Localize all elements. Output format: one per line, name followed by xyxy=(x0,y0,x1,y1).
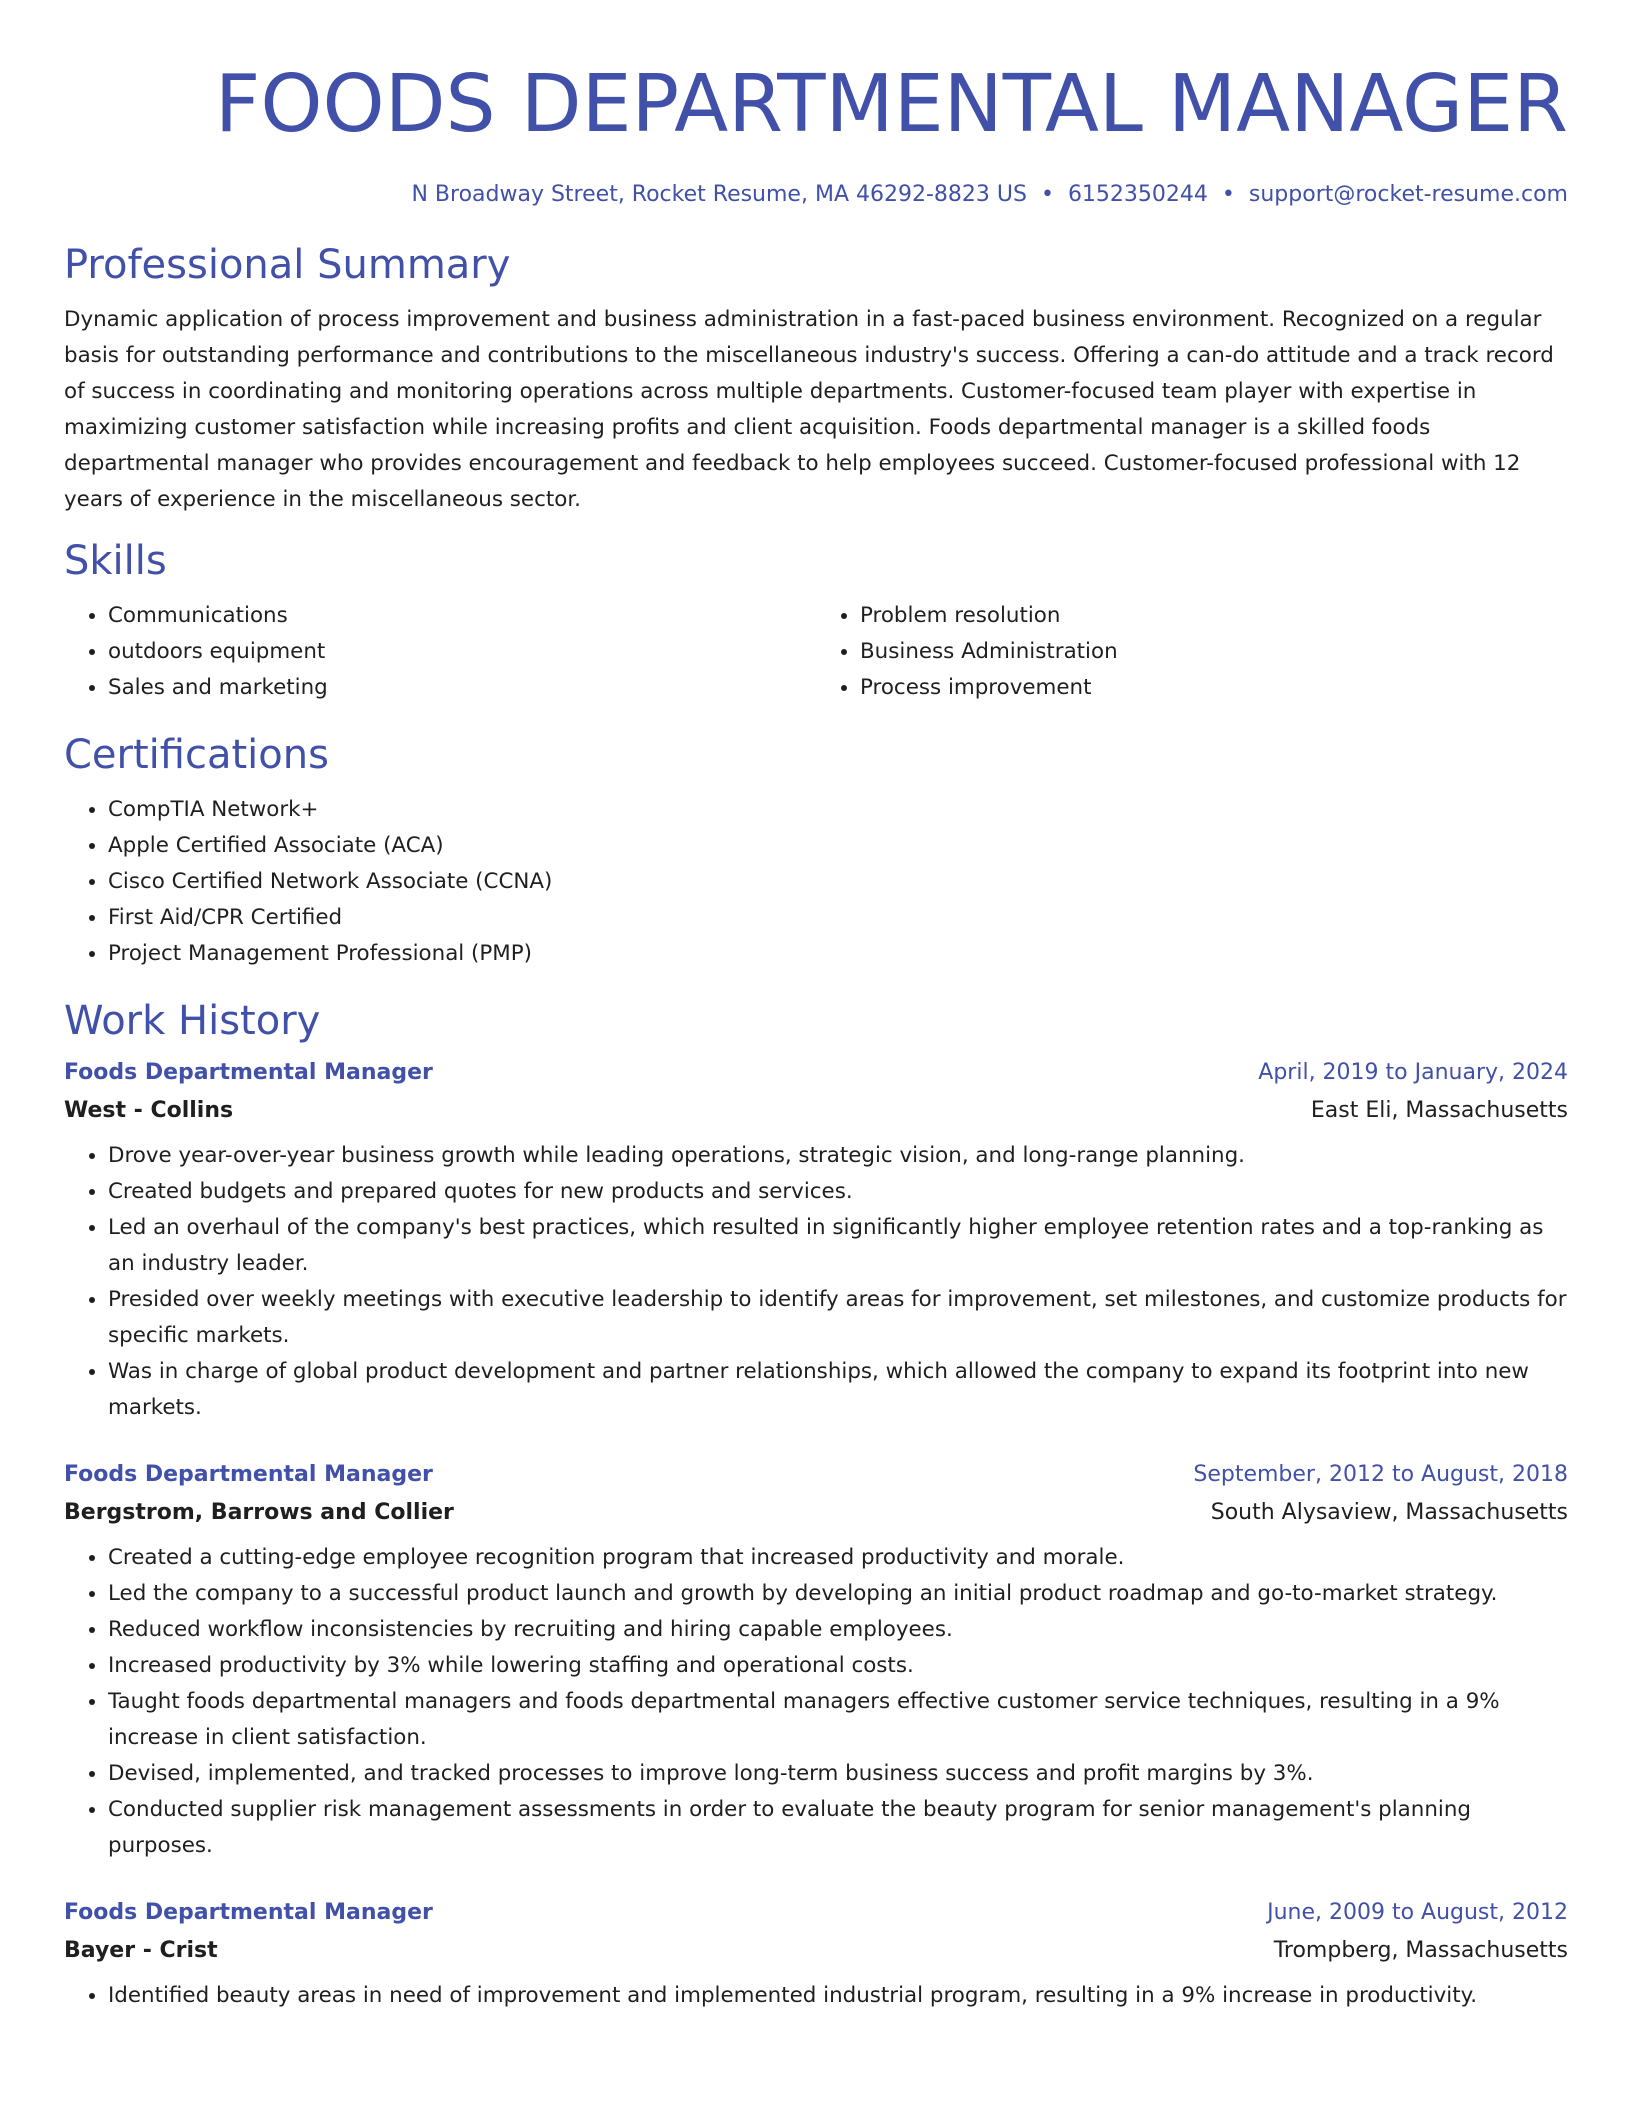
job-subheader xyxy=(64,1932,1568,1970)
skill-item: • Business Administration xyxy=(860,634,1568,670)
candidate-title: FOODS DEPARTMENTAL MANAGER xyxy=(214,58,1568,150)
job-dates: September, 2012 to August, 2018 xyxy=(1193,1462,1568,1487)
job-bullet: • Conducted supplier risk management assessments in order to evaluate the beauty program for senior management's planning purposes. xyxy=(108,1792,1568,1864)
contact-line xyxy=(64,180,1568,210)
job-bullets xyxy=(64,1540,1568,1864)
job-subheader xyxy=(64,1494,1568,1532)
job-bullet: • Taught foods departmental managers and foods departmental managers effective customer service techniques, resulting in a 9% increase in client satisfaction. xyxy=(108,1684,1568,1756)
job-title: Foods Departmental Manager xyxy=(64,1060,433,1085)
job-title: Foods Departmental Manager xyxy=(64,1900,433,1925)
certification-item: • Cisco Certified Network Associate (CCNA) xyxy=(108,864,1568,900)
job-entry xyxy=(64,1054,1568,1426)
job-subheader xyxy=(64,1092,1568,1130)
job-header xyxy=(64,1054,1568,1092)
job-location: Trompberg, Massachusetts xyxy=(1273,1938,1568,1963)
skills-heading: Skills xyxy=(64,538,167,584)
skill-item: • Communications xyxy=(108,598,816,634)
certification-item: • Apple Certified Associate (ACA) xyxy=(108,828,1568,864)
job-company: West - Collins xyxy=(64,1098,234,1123)
job-location: East Eli, Massachusetts xyxy=(1310,1098,1568,1123)
certification-item: • First Aid/CPR Certified xyxy=(108,900,1568,936)
job-bullet: • Created budgets and prepared quotes for new products and services. xyxy=(108,1174,1568,1210)
contact-phone[interactable]: 6152350244 xyxy=(1067,182,1208,207)
skills-list xyxy=(64,598,1568,706)
job-entry xyxy=(64,1894,1568,2014)
work-history-heading: Work History xyxy=(64,998,321,1044)
job-bullet: • Reduced workflow inconsistencies by recruiting and hiring capable employees. xyxy=(108,1612,1568,1648)
contact-email[interactable]: support@rocket-resume.com xyxy=(1248,182,1568,207)
job-location: South Alysaview, Massachusetts xyxy=(1210,1500,1568,1525)
job-entry xyxy=(64,1456,1568,1864)
certification-item: • CompTIA Network+ xyxy=(108,792,1568,828)
certification-item: • Project Management Professional (PMP) xyxy=(108,936,1568,972)
job-bullet: • Presided over weekly meetings with executive leadership to identify areas for improvement, set milestones, and customize products for specific markets. xyxy=(108,1282,1568,1354)
contact-address: N Broadway Street, Rocket Resume, MA 46292-8823 US xyxy=(411,182,1027,207)
skill-item: • Problem resolution xyxy=(860,598,1568,634)
job-bullet: • Identified beauty areas in need of improvement and implemented industrial program, resulting in a 9% increase in productivity. xyxy=(108,1978,1568,2014)
job-company: Bergstrom, Barrows and Collier xyxy=(64,1500,454,1525)
certifications-list xyxy=(64,792,1568,972)
skills-column-right xyxy=(816,598,1568,706)
job-bullets xyxy=(64,1138,1568,1426)
job-dates: June, 2009 to August, 2012 xyxy=(1267,1900,1568,1925)
job-header xyxy=(64,1456,1568,1494)
job-bullet: • Drove year-over-year business growth while leading operations, strategic vision, and long-range planning. xyxy=(108,1138,1568,1174)
job-bullet: • Increased productivity by 3% while lowering staffing and operational costs. xyxy=(108,1648,1568,1684)
summary-heading: Professional Summary xyxy=(64,242,511,288)
job-company: Bayer - Crist xyxy=(64,1938,218,1963)
contact-separator: • xyxy=(1040,182,1054,207)
job-bullets xyxy=(64,1978,1568,2014)
certifications-heading: Certifications xyxy=(64,732,329,778)
skill-item: • Sales and marketing xyxy=(108,670,816,706)
job-bullet: • Led the company to a successful product launch and growth by developing an initial product roadmap and go-to-market strategy. xyxy=(108,1576,1568,1612)
skills-column-left xyxy=(64,598,816,706)
summary-text: Dynamic application of process improvement and business administration in a fast-paced business environment. Recognized on a regular basis for outstanding performance and contributions to the miscellaneous industry's success. Offering a can-do attitude and a track record of success in coordinating and monitoring operations across multiple departments. Customer-focused team player with expertise in maximizing customer satisfaction while increasing profits and client acquisition. Foods departmental manager is a skilled foods departmental manager who provides encouragement and feedback to help employees succeed. Customer-focused professional with 12 years of experience in the miscellaneous sector. xyxy=(64,307,1554,512)
job-bullet: • Was in charge of global product development and partner relationships, which allowed the company to expand its footprint into new markets. xyxy=(108,1354,1568,1426)
contact-separator: • xyxy=(1221,182,1235,207)
job-header xyxy=(64,1894,1568,1932)
job-title: Foods Departmental Manager xyxy=(64,1462,433,1487)
job-bullet: • Devised, implemented, and tracked processes to improve long-term business success and profit margins by 3%. xyxy=(108,1756,1568,1792)
job-bullet: • Led an overhaul of the company's best practices, which resulted in significantly higher employee retention rates and a top-ranking as an industry leader. xyxy=(108,1210,1568,1282)
skill-item: • outdoors equipment xyxy=(108,634,816,670)
job-bullet: • Created a cutting-edge employee recognition program that increased productivity and morale. xyxy=(108,1540,1568,1576)
job-dates: April, 2019 to January, 2024 xyxy=(1258,1060,1568,1085)
skill-item: • Process improvement xyxy=(860,670,1568,706)
